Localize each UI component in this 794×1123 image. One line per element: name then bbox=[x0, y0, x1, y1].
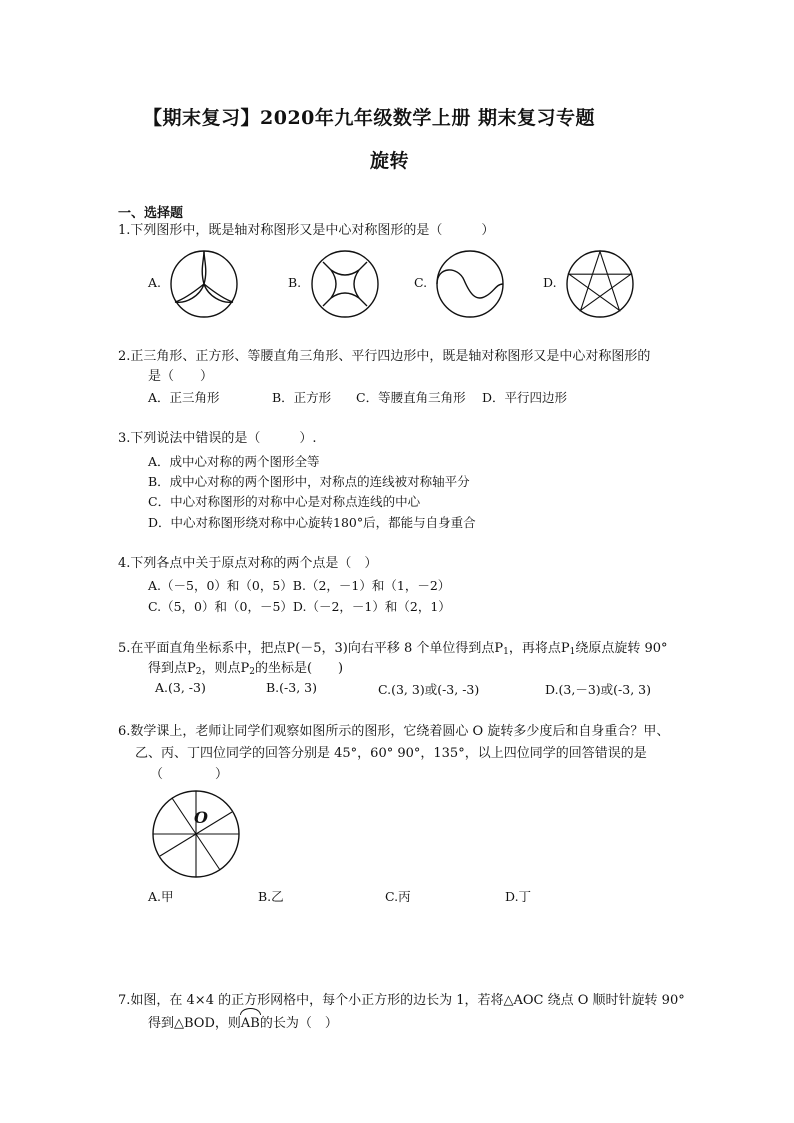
q4-stem: 4.下列各点中关于原点对称的两个点是（ ） bbox=[118, 556, 378, 571]
q1-figure-b bbox=[311, 250, 379, 318]
q6-stem-line2: 乙、丙、丁四位同学的回答分别是 45°，60° 90°，135°，以上四位同学的回答错误的是 bbox=[135, 746, 647, 761]
q7-stem-line2: 得到△BOD，则AB的长为（ ） bbox=[148, 1011, 338, 1034]
q6-option-c: C.丙 bbox=[385, 889, 411, 904]
q6-circle-figure bbox=[152, 790, 240, 878]
q2-option-b: B．正方形 bbox=[272, 390, 332, 405]
q2-option-c: C．等腰直角三角形 bbox=[356, 390, 466, 405]
q1-figure-c bbox=[436, 250, 504, 318]
q5-option-c: C.(3, 3)或(-3, -3) bbox=[378, 682, 480, 697]
page-title: 【期末复习】2020年九年级数学上册 期末复习专题 bbox=[143, 107, 595, 129]
q1-figure-a bbox=[170, 250, 238, 318]
q7-stem-line1: 7.如图，在 4×4 的正方形网格中，每个小正方形的边长为 1，若将△AOC 绕点 O 顺时针旋转 90° bbox=[118, 993, 685, 1008]
q1-option-a-label: A. bbox=[148, 275, 162, 290]
q6-stem-line3: （ ） bbox=[150, 767, 229, 782]
q6-stem-line1: 6.数学课上，老师让同学们观察如图所示的图形，它绕着圆心 O 旋转多少度后和自身重合？甲、 bbox=[118, 724, 670, 739]
q6-option-b: B.乙 bbox=[258, 889, 284, 904]
q1-option-b-label: B. bbox=[288, 275, 302, 290]
q1-stem: 1.下列图形中，既是轴对称图形又是中心对称图形的是（ ） bbox=[118, 223, 495, 238]
q3-option-d: D．中心对称图形绕对称中心旋转180°后，都能与自身重合 bbox=[148, 515, 476, 530]
q2-stem-line1: 2.正三角形、正方形、等腰直角三角形、平行四边形中，既是轴对称图形又是中心对称图形的 bbox=[118, 349, 651, 364]
q3-option-a: A．成中心对称的两个图形全等 bbox=[148, 454, 320, 469]
q5-option-b: B.(-3, 3) bbox=[266, 680, 317, 695]
q5-option-a: A.(3, -3) bbox=[155, 680, 206, 695]
q5-option-d: D.(3,－3)或(-3, 3) bbox=[545, 682, 652, 697]
q1-figure-d bbox=[566, 250, 634, 318]
q5-stem-line1: 5.在平面直角坐标系中，把点P(－5，3)向右平移 8 个单位得到点$P_1$，再将点$P_1$绕原点旋转 90° bbox=[118, 641, 668, 657]
q1-option-c-label: C. bbox=[414, 275, 428, 290]
q5-stem-line2: 得到点$P_2$，则点$P_2$的坐标是( ) bbox=[148, 661, 344, 677]
q4-options-row1: A.（－5，0）和（0，5）B.（2，－1）和（1，－2） bbox=[148, 578, 451, 593]
q1-option-d-label: D. bbox=[543, 275, 557, 290]
q7-arc-ab: AB bbox=[241, 1011, 260, 1034]
page-subtitle: 旋转 bbox=[370, 150, 410, 172]
q2-option-d: D．平行四边形 bbox=[482, 390, 568, 405]
q3-option-c: C．中心对称图形的对称中心是对称点连线的中心 bbox=[148, 494, 421, 509]
q3-stem: 3.下列说法中错误的是（ ）. bbox=[118, 431, 317, 446]
q2-stem-line2: 是（ ） bbox=[148, 369, 214, 384]
q4-options-row2: C.（5，0）和（0，－5）D.（－2，－1）和（2，1） bbox=[148, 599, 451, 614]
q6-center-label: O bbox=[194, 808, 208, 827]
q6-option-a: A.甲 bbox=[148, 889, 174, 904]
q6-option-d: D.丁 bbox=[505, 889, 532, 904]
section-heading: 一、选择题 bbox=[118, 206, 184, 221]
q2-option-a: A．正三角形 bbox=[148, 390, 220, 405]
q3-option-b: B．成中心对称的两个图形中，对称点的连线被对称轴平分 bbox=[148, 474, 470, 489]
